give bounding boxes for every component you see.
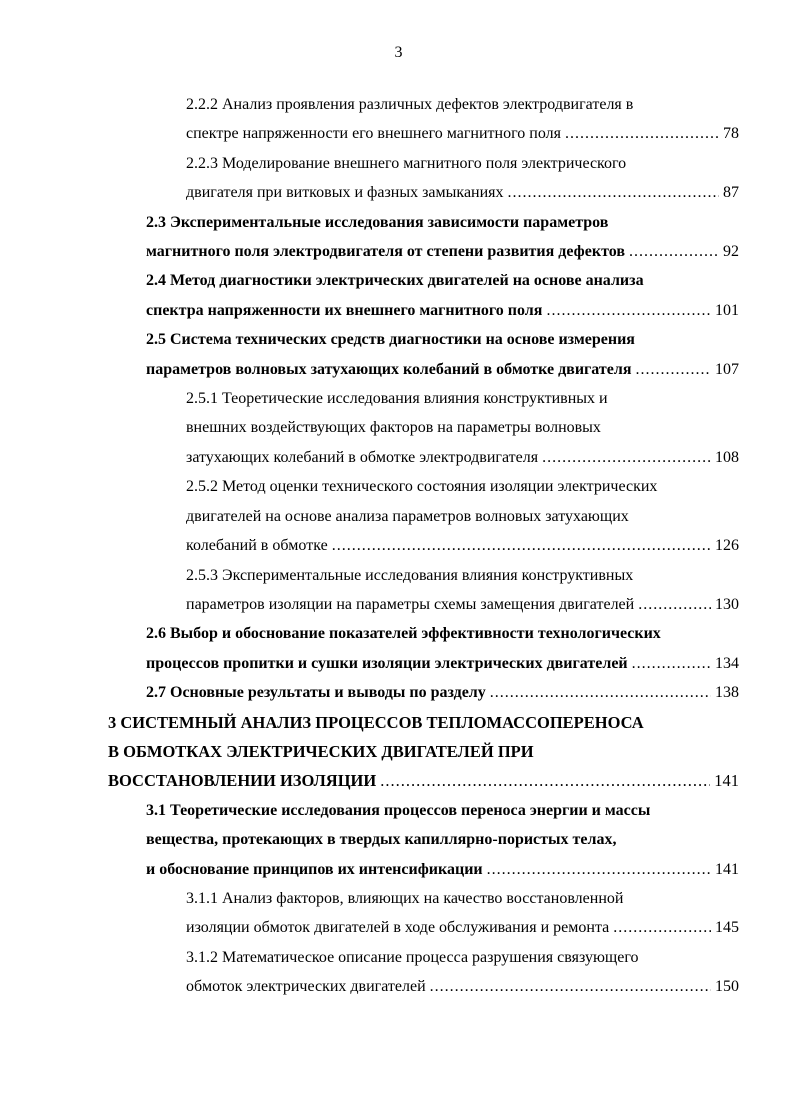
toc-page-number: 141 — [715, 860, 739, 878]
toc-entry-last-line — [186, 178, 739, 207]
toc-entry-line: 2.2.2 Анализ проявления различных дефектов электродвигателя в — [186, 96, 634, 113]
dot-leader — [490, 678, 711, 707]
toc-entry-line: 3.1 Теоретические исследования процессов переноса энергии и массы — [146, 801, 651, 819]
page-number: 3 — [394, 44, 403, 61]
toc-entry-line: двигателей на основе анализа параметров волновых затухающих — [186, 507, 629, 525]
toc-entry-last-line — [146, 355, 739, 384]
dot-leader — [487, 855, 711, 884]
toc-page-number: 92 — [723, 243, 739, 261]
dot-leader — [430, 972, 711, 1001]
toc-page-number: 130 — [715, 595, 739, 613]
toc-entry — [0, 472, 797, 560]
toc-entry — [0, 90, 797, 149]
dot-leader — [332, 531, 711, 560]
toc-page-number: 101 — [715, 301, 739, 319]
table-of-contents — [0, 90, 797, 1002]
toc-entry-last-line — [146, 296, 739, 325]
toc-page-number: 126 — [715, 537, 739, 555]
dot-leader — [542, 443, 711, 472]
toc-entry-line: внешних воздействующих факторов на параметры волновых — [186, 419, 601, 437]
toc-entry-title: 2.7 Основные результаты и выводы по разделу — [146, 684, 486, 702]
toc-page-number: 87 — [723, 184, 739, 202]
toc-entry — [0, 208, 797, 267]
toc-entry-last-line — [146, 855, 739, 884]
dot-leader — [635, 355, 711, 384]
toc-entry-line: 2.6 Выбор и обоснование показателей эффективности технологических — [146, 625, 661, 643]
toc-entry — [0, 266, 797, 325]
toc-entry-last-line — [186, 443, 739, 472]
toc-entry — [0, 678, 797, 707]
toc-entry-line: 2.5.1 Теоретические исследования влияния конструктивных и — [186, 390, 608, 408]
dot-leader — [632, 649, 711, 678]
toc-entry — [0, 561, 797, 620]
toc-entry-title: параметров волновых затухающих колебаний в обмотке двигателя — [146, 360, 632, 378]
toc-entry-last-line — [146, 678, 739, 707]
toc-entry-line: 3.1.1 Анализ факторов, влияющих на качество восстановленной — [186, 889, 624, 907]
toc-entry — [0, 884, 797, 943]
toc-page-number: 145 — [715, 919, 739, 937]
toc-page-number: 141 — [714, 771, 739, 791]
toc-entry-last-line — [186, 531, 739, 560]
dot-leader — [508, 178, 719, 207]
toc-entry-last-line — [186, 590, 739, 619]
toc-entry-line: 2.2.3 Моделирование внешнего магнитного поля электрического — [186, 154, 627, 172]
toc-entry-last-line — [146, 237, 739, 266]
toc-entry-line: вещества, протекающих в твердых капиллярно-пористых телах, — [146, 831, 617, 849]
toc-entry-last-line — [186, 913, 739, 942]
toc-entry — [0, 796, 797, 884]
toc-entry-title: магнитного поля электродвигателя от степени развития дефектов — [146, 243, 625, 261]
toc-entry-title: двигателя при витковых и фазных замыканиях — [186, 184, 504, 202]
toc-entry-line: 3.1.2 Математическое описание процесса разрушения связующего — [186, 948, 639, 966]
toc-page-number: 107 — [715, 360, 739, 378]
toc-entry — [0, 384, 797, 472]
toc-entry — [0, 325, 797, 384]
dot-leader — [546, 296, 711, 325]
toc-entry-last-line — [108, 766, 739, 795]
toc-entry-last-line — [186, 119, 739, 148]
toc-entry-line: 2.3 Экспериментальные исследования зависимости параметров — [146, 213, 609, 231]
toc-entry — [0, 149, 797, 208]
toc-page-number: 78 — [723, 125, 739, 143]
toc-entry-line: 2.5.3 Экспериментальные исследования влияния конструктивных — [186, 566, 634, 584]
toc-entry-title: затухающих колебаний в обмотке электродвигателя — [186, 448, 539, 466]
toc-entry-title: колебаний в обмотке — [186, 537, 328, 555]
toc-page-number: 108 — [715, 448, 739, 466]
toc-entry-title: спектре напряженности его внешнего магнитного поля — [186, 125, 561, 143]
dot-leader — [565, 119, 719, 148]
toc-entry-line: 2.4 Метод диагностики электрических двигателей на основе анализа — [146, 272, 644, 290]
dot-leader — [638, 590, 711, 619]
toc-entry-title: параметров изоляции на параметры схемы замещения двигателей — [186, 595, 635, 613]
toc-entry — [0, 619, 797, 678]
toc-entry-title: процессов пропитки и сушки изоляции электрических двигателей — [146, 654, 628, 672]
toc-entry-last-line — [186, 972, 739, 1001]
toc-page-number: 134 — [715, 654, 739, 672]
toc-entry-title: и обоснование принципов их интенсификации — [146, 860, 483, 878]
toc-entry-line: 2.5.2 Метод оценки технического состояния изоляции электрических — [186, 478, 658, 496]
toc-entry-title: ВОССТАНОВЛЕНИИ ИЗОЛЯЦИИ — [108, 771, 377, 791]
toc-entry — [0, 708, 797, 796]
toc-entry-line: 3 СИСТЕМНЫЙ АНАЛИЗ ПРОЦЕССОВ ТЕПЛОМАССОПЕРЕНОСА — [108, 712, 644, 732]
toc-entry-last-line — [146, 649, 739, 678]
toc-entry — [0, 943, 797, 1002]
toc-entry-line: 2.5 Система технических средств диагностики на основе измерения — [146, 331, 635, 349]
dot-leader — [629, 237, 719, 266]
toc-entry-title: обмоток электрических двигателей — [186, 978, 426, 996]
toc-page-number: 138 — [715, 684, 739, 702]
dot-leader — [380, 766, 710, 795]
toc-entry-line: В ОБМОТКАХ ЭЛЕКТРИЧЕСКИХ ДВИГАТЕЛЕЙ ПРИ — [108, 741, 534, 761]
toc-entry-title: изоляции обмоток двигателей в ходе обслуживания и ремонта — [186, 919, 610, 937]
toc-page-number: 150 — [715, 978, 739, 996]
toc-entry-title: спектра напряженности их внешнего магнитного поля — [146, 301, 543, 319]
dot-leader — [613, 913, 711, 942]
